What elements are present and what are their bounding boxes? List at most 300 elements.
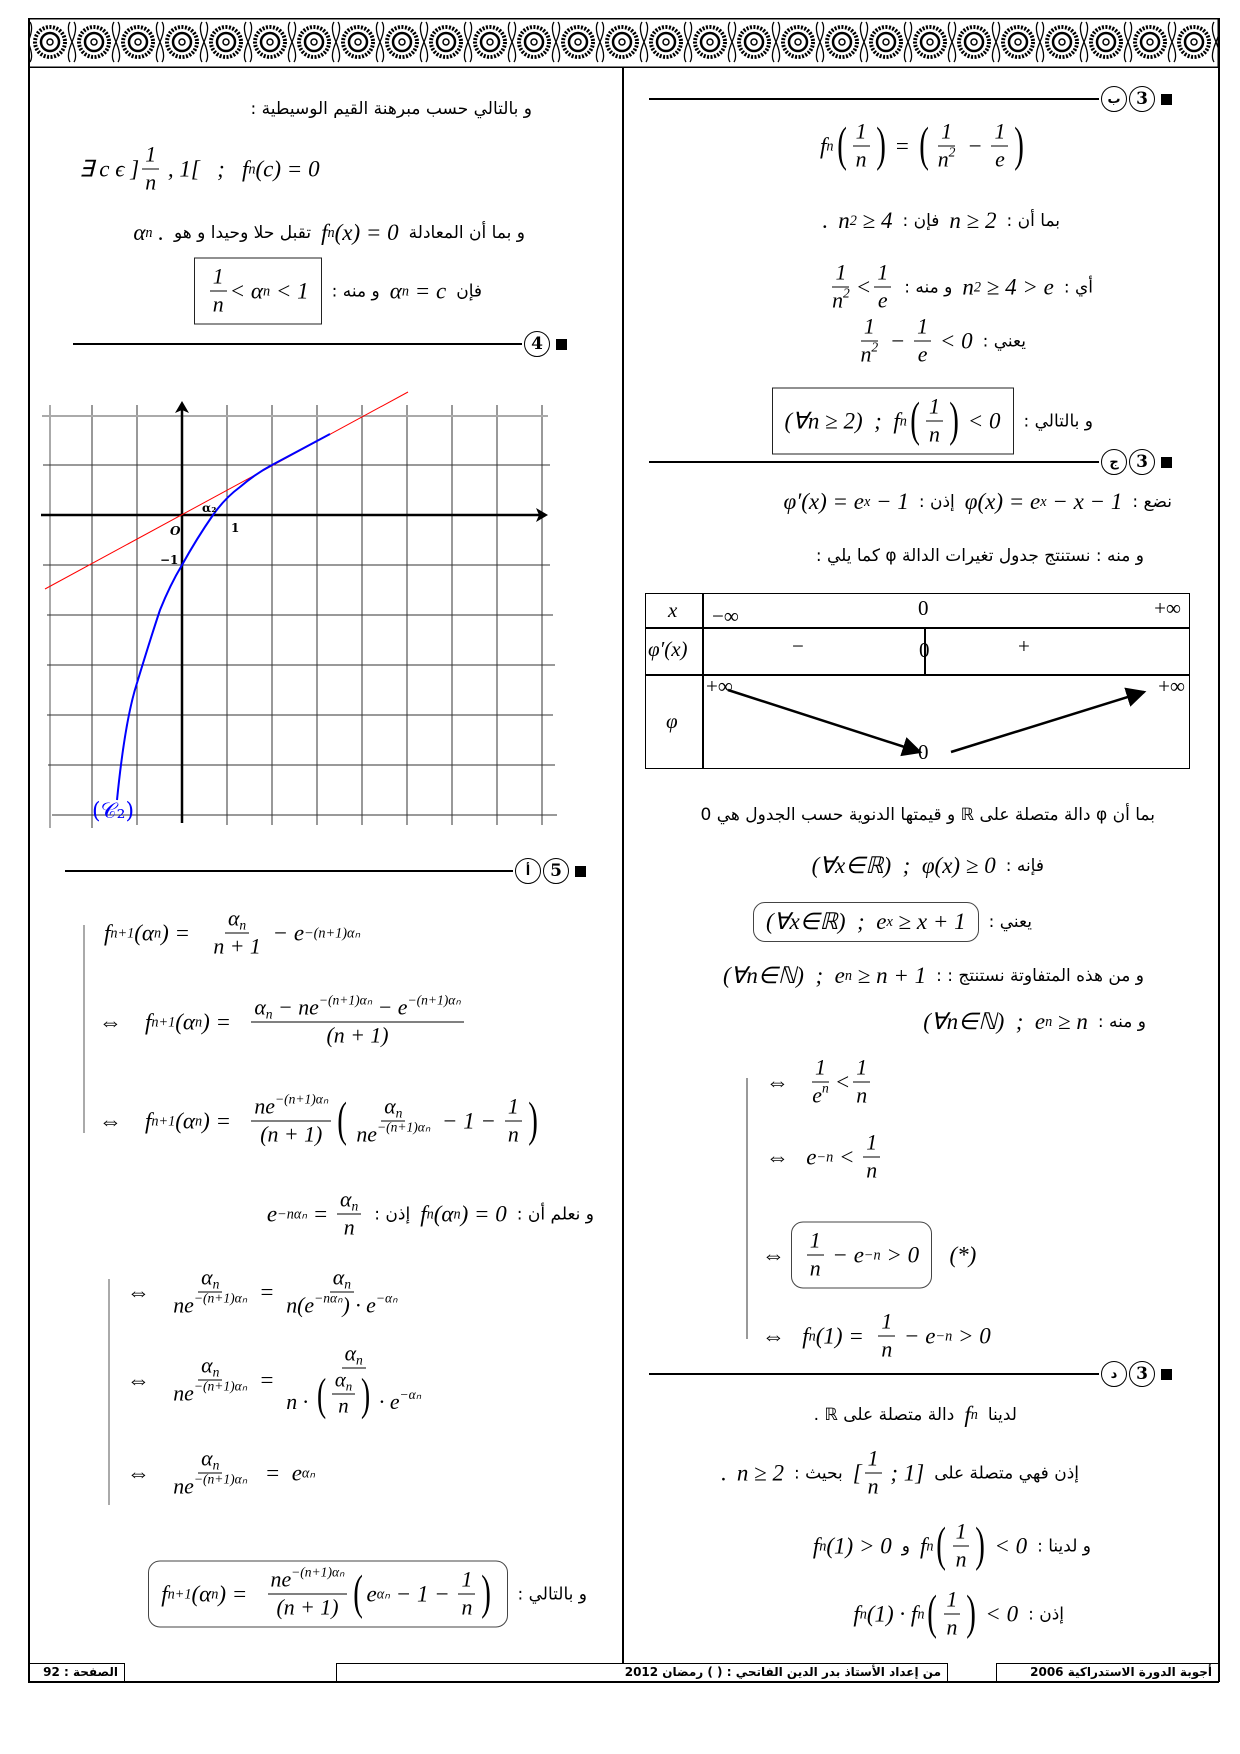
arabic-text: إذن : bbox=[1028, 1604, 1064, 1624]
superscript: 2 bbox=[871, 339, 879, 355]
arabic-text: و منه : bbox=[331, 281, 380, 301]
numerator bbox=[458, 1568, 475, 1595]
left-paren: ( bbox=[353, 1566, 364, 1620]
arabic-text: و بما أن المعادلة bbox=[408, 223, 525, 243]
superscript: −(n+1)αₙ bbox=[318, 992, 373, 1008]
math-text: ⇔ f bbox=[762, 1323, 809, 1348]
math-text: e bbox=[266, 1201, 278, 1226]
math-text: ne bbox=[270, 1567, 292, 1592]
bullet-square-icon bbox=[1161, 1369, 1172, 1380]
denominator bbox=[926, 422, 943, 448]
math-expression bbox=[127, 1266, 404, 1319]
equivalence-bracket bbox=[108, 1279, 110, 1505]
denominator bbox=[953, 1547, 970, 1573]
math-text: 1 bbox=[928, 394, 940, 419]
superscript: 2 bbox=[843, 285, 850, 301]
row-label-phi-prime: φ′(x) bbox=[648, 637, 688, 661]
math-text: > 0 bbox=[880, 1242, 920, 1267]
superscript: −(n+1)αₙ bbox=[193, 1378, 248, 1394]
bullet-square-icon bbox=[1161, 457, 1172, 468]
numerator bbox=[142, 143, 159, 170]
arabic-text: إذن : bbox=[918, 492, 955, 512]
equivalence-line bbox=[762, 1310, 991, 1363]
math-text: (c) = 0 bbox=[255, 156, 320, 181]
subscript: n bbox=[239, 917, 247, 933]
numerator bbox=[342, 1342, 366, 1369]
math-text: 1 bbox=[917, 314, 929, 339]
superscript: −(n+1)αₙ bbox=[376, 1119, 431, 1135]
superscript: 2 bbox=[948, 144, 956, 160]
fraction bbox=[914, 315, 931, 368]
fraction bbox=[935, 120, 959, 173]
fraction bbox=[332, 1370, 355, 1419]
math-expression: f n+1 (α n ) = $\frac{\alpha_n}{n + 1}$ − e −(n+1)αₙ bbox=[104, 906, 361, 959]
math-expression: f n (α n ) = 0 bbox=[420, 1201, 507, 1226]
bullet-square-icon bbox=[575, 866, 586, 877]
superscript: −(n+1)αₙ bbox=[193, 1290, 248, 1306]
arabic-text: فإن bbox=[456, 281, 482, 301]
math-text: − 1 − bbox=[436, 1108, 502, 1133]
math-text: n bbox=[866, 1158, 878, 1183]
fraction bbox=[505, 1095, 522, 1148]
numerator bbox=[865, 1447, 882, 1474]
denominator bbox=[944, 1615, 961, 1641]
equivalence-line bbox=[99, 1091, 541, 1148]
math-text: e bbox=[877, 288, 888, 313]
superscript: n bbox=[821, 1080, 829, 1096]
math-text: ⇔ e bbox=[766, 1144, 817, 1169]
math-text: ne bbox=[254, 1094, 275, 1119]
math-expression: α n . bbox=[133, 220, 165, 245]
numerator bbox=[914, 315, 931, 342]
section-heading-4 bbox=[73, 331, 567, 357]
math-text: n bbox=[946, 1615, 958, 1640]
numerator bbox=[225, 907, 249, 934]
numerator bbox=[944, 1588, 961, 1615]
math-text: ∃ c ϵ ] bbox=[79, 156, 140, 181]
math-text: (α bbox=[191, 1581, 212, 1606]
sign-plus: + bbox=[1018, 634, 1030, 658]
right-paren: ) bbox=[975, 1518, 986, 1572]
math-text: ) = 0 bbox=[460, 1201, 507, 1226]
denominator bbox=[935, 144, 959, 173]
math-expression: f n ( $\frac{1}{n}$ ) < 0 bbox=[919, 1518, 1028, 1572]
right-paren: ) bbox=[875, 118, 886, 172]
denominator bbox=[829, 285, 853, 314]
denominator bbox=[341, 1215, 358, 1241]
math-text: (α bbox=[175, 1108, 195, 1133]
equivalence-line bbox=[766, 1131, 883, 1184]
math-text: n bbox=[809, 1256, 821, 1281]
math-expression bbox=[949, 208, 996, 234]
denominator bbox=[353, 1119, 433, 1148]
left-paren: ( bbox=[936, 1518, 947, 1572]
math-text: α bbox=[344, 1341, 357, 1366]
math-text: ne bbox=[173, 1381, 194, 1406]
math-expression: f n (1) > 0 bbox=[812, 1533, 892, 1558]
arabic-text: دالة متصلة على ℝ . bbox=[813, 1405, 955, 1425]
math-text: ≥ x + 1 bbox=[892, 909, 966, 934]
denominator bbox=[257, 1122, 325, 1148]
rounded-box: $\frac{1}{n}$ − e −n > 0 bbox=[791, 1222, 932, 1289]
math-expression bbox=[854, 315, 972, 368]
fraction bbox=[926, 395, 943, 448]
math-text: (*) bbox=[932, 1242, 977, 1267]
math-expression: ⇔ $\frac{\alpha_n}{ne^{-(n+1)\alpha_n}}$ = e αₙ bbox=[127, 1446, 316, 1499]
math-expression: n 2 ≥ 4 > e bbox=[962, 274, 1054, 299]
denominator bbox=[273, 1595, 341, 1621]
arabic-text: فإنه : bbox=[1005, 856, 1044, 876]
text-line bbox=[783, 489, 1172, 515]
question-number: 3 bbox=[1129, 86, 1155, 112]
superscript: −(n+1)αₙ bbox=[407, 992, 461, 1008]
denominator bbox=[915, 342, 931, 368]
text-line bbox=[723, 963, 1144, 989]
math-expression: α n = c bbox=[389, 278, 447, 303]
math-expression bbox=[812, 853, 996, 879]
x-value: 0 bbox=[918, 596, 929, 620]
math-text: 1 bbox=[212, 264, 224, 289]
math-expression: f n (x) = 0 bbox=[321, 220, 399, 245]
math-text: − ne bbox=[272, 995, 319, 1020]
math-text: 1 bbox=[946, 1587, 958, 1612]
math-expression bbox=[127, 1342, 427, 1419]
arabic-text: إذن فهي متصلة على bbox=[934, 1463, 1079, 1483]
text-line bbox=[822, 208, 1060, 234]
subscript: n bbox=[212, 1276, 220, 1292]
math-expression: f n ( $\frac{1}{n}$ ) = ( $\frac{1}{n^2}$ − $\frac{1}{e}$ ) bbox=[820, 120, 1027, 173]
math-text: α bbox=[254, 995, 266, 1020]
superscript: −(n+1)αₙ bbox=[193, 1471, 248, 1487]
divider bbox=[649, 461, 1099, 463]
math-expression: φ′(x) = e x − 1 bbox=[783, 489, 909, 514]
math-text: ≥ 4 > e bbox=[980, 274, 1054, 299]
denominator bbox=[324, 1023, 392, 1049]
math-text: α bbox=[201, 1265, 213, 1290]
numerator bbox=[953, 1520, 970, 1547]
numerator bbox=[198, 1354, 222, 1381]
denominator bbox=[853, 147, 870, 173]
fraction bbox=[865, 1447, 882, 1500]
numerator bbox=[812, 1056, 829, 1083]
numerator bbox=[198, 1447, 222, 1474]
subscript: n bbox=[212, 1457, 220, 1473]
math-text: n ≥ 2 bbox=[736, 1460, 785, 1485]
math-text: ) = bbox=[218, 1581, 265, 1606]
arabic-text: و منه : نستنتج جدول تغيرات الدالة φ كما يلي : bbox=[815, 546, 1144, 566]
subscript: n bbox=[351, 1198, 359, 1214]
question-letter: د bbox=[1101, 1361, 1127, 1387]
fraction bbox=[337, 1188, 361, 1241]
math-text: (1) · f bbox=[866, 1601, 918, 1626]
fraction bbox=[857, 315, 881, 368]
column-divider bbox=[622, 68, 624, 1663]
math-text: (∀x∈ℝ) ; φ(x) ≥ 0 bbox=[811, 853, 996, 878]
fraction bbox=[251, 1091, 331, 1148]
math-text: − x − 1 bbox=[1046, 489, 1123, 514]
numerator bbox=[853, 1056, 870, 1083]
math-text: ≥ n + 1 bbox=[851, 963, 927, 988]
y-tick-label: −1 bbox=[160, 553, 179, 567]
grid bbox=[42, 405, 557, 828]
arabic-text: و منه : bbox=[904, 277, 953, 297]
boxed-result bbox=[772, 388, 1094, 455]
fraction bbox=[944, 1588, 961, 1641]
denominator bbox=[283, 1369, 424, 1419]
question-letter: ب bbox=[1101, 86, 1127, 112]
math-text: ) · e bbox=[342, 1293, 376, 1318]
math-text: 1 bbox=[955, 1519, 967, 1544]
curve-label: (𝒞₂) bbox=[92, 799, 135, 824]
fraction bbox=[268, 1564, 348, 1621]
equivalence-line bbox=[127, 1342, 427, 1419]
numerator bbox=[210, 265, 227, 292]
math-text: f bbox=[853, 1601, 860, 1626]
fraction bbox=[458, 1568, 475, 1621]
math-text: (1) > 0 bbox=[826, 1533, 892, 1558]
arabic-text: بحيث : bbox=[794, 1463, 843, 1483]
fraction bbox=[953, 1520, 970, 1573]
math-expression: f n (1) · f n ( $\frac{1}{n}$ ) < 0 bbox=[853, 1586, 1019, 1640]
arabic-text: و بالتالي : bbox=[1023, 411, 1093, 431]
section-heading-3j bbox=[649, 449, 1172, 475]
denominator bbox=[857, 339, 881, 368]
math-text: 1 bbox=[855, 119, 867, 144]
math-text: < bbox=[834, 1069, 851, 1094]
fraction bbox=[283, 1342, 424, 1419]
math-text: (α bbox=[175, 1009, 195, 1034]
fraction bbox=[210, 265, 227, 318]
variation-arrows bbox=[646, 594, 1191, 770]
math-text: = c bbox=[408, 278, 447, 303]
denominator bbox=[878, 1337, 895, 1363]
equivalence-bracket bbox=[746, 1078, 748, 1339]
math-text: e bbox=[917, 342, 928, 367]
right-paren: ) bbox=[481, 1566, 492, 1620]
denominator bbox=[170, 1471, 250, 1500]
math-text: n bbox=[212, 292, 224, 317]
math-text: f bbox=[420, 1201, 427, 1226]
math-expression: n 2 ≥ 4 bbox=[838, 208, 893, 233]
subscript: n bbox=[212, 1364, 220, 1380]
math-text: 1 bbox=[809, 1228, 821, 1253]
fraction bbox=[809, 1056, 831, 1109]
math-text: (∀x∈ℝ) ; e bbox=[766, 909, 887, 934]
math-text: α bbox=[201, 1446, 213, 1471]
math-text: (∀n ≥ 2) ; f bbox=[784, 408, 900, 433]
equivalence-bracket bbox=[83, 925, 85, 1133]
fraction bbox=[142, 143, 159, 196]
numerator bbox=[337, 1188, 361, 1215]
boxed-result bbox=[753, 902, 1032, 942]
math-text: > 0 bbox=[952, 1323, 991, 1348]
numerator bbox=[878, 1310, 895, 1337]
right-paren: ) bbox=[1014, 118, 1025, 172]
sign-zero: 0 bbox=[919, 638, 930, 662]
math-text: ⇔ bbox=[127, 1367, 168, 1392]
numerator bbox=[268, 1564, 348, 1595]
math-expression bbox=[762, 1222, 976, 1289]
arabic-text: إذن : bbox=[374, 1204, 411, 1224]
left-paren: ( bbox=[918, 118, 929, 172]
parenthesized bbox=[314, 1370, 374, 1419]
boxed-formula: $\frac{1}{n}$ < α n < 1 bbox=[194, 258, 322, 325]
numerator bbox=[874, 261, 891, 288]
math-text: · e bbox=[373, 1390, 400, 1415]
arabic-text: يعني : bbox=[988, 912, 1032, 932]
math-text: ≥ n bbox=[1052, 1009, 1088, 1034]
math-text: < 0 bbox=[979, 1601, 1019, 1626]
subscript: n bbox=[265, 1006, 273, 1022]
denominator bbox=[458, 1595, 475, 1621]
superscript: −(n+1)αₙ bbox=[291, 1564, 345, 1580]
math-text: n + 1 bbox=[213, 934, 261, 959]
math-text: 1 bbox=[507, 1094, 519, 1119]
math-expression: (∀n∈ℕ) ; e n ≥ n bbox=[923, 1009, 1088, 1034]
arabic-text: أي : bbox=[1063, 277, 1093, 297]
arabic-text: و بالتالي حسب مبرهنة القيم الوسيطية : bbox=[250, 99, 532, 119]
math-text: e bbox=[812, 1083, 822, 1108]
math-text: n bbox=[962, 274, 974, 299]
arabic-text: بما أن φ دالة متصلة على ℝ و قيمتها الدنوية حسب الجدول هي 0 bbox=[700, 805, 1155, 825]
math-text: ) = bbox=[161, 920, 208, 945]
question-letter: ج bbox=[1101, 449, 1127, 475]
arabic-text: و منه : bbox=[1097, 1012, 1146, 1032]
question-number: 4 bbox=[524, 331, 550, 357]
math-text: < 0 bbox=[934, 328, 973, 353]
phi-value: 0 bbox=[918, 740, 929, 764]
row-label-x: x bbox=[668, 598, 678, 622]
math-text: − e bbox=[898, 1323, 936, 1348]
numerator bbox=[807, 1229, 824, 1256]
equivalence-line bbox=[762, 1222, 976, 1289]
boxed-result bbox=[194, 258, 482, 325]
arabic-text: بما أن : bbox=[1006, 211, 1060, 231]
numerator bbox=[251, 992, 464, 1023]
equivalence-line bbox=[127, 1266, 404, 1319]
arabic-text: لدينا bbox=[987, 1405, 1017, 1425]
fraction bbox=[170, 1447, 250, 1500]
question-number: 5 bbox=[543, 858, 569, 884]
variation-table bbox=[645, 593, 1190, 769]
math-text: α bbox=[332, 1265, 345, 1290]
text-line bbox=[853, 1588, 1064, 1641]
math-text: 1 bbox=[877, 260, 889, 285]
parenthesized bbox=[907, 395, 962, 448]
math-text: 1 bbox=[835, 260, 847, 285]
superscript: −αₙ bbox=[375, 1290, 398, 1306]
math-text: − bbox=[884, 328, 912, 353]
math-text: ⇔ f bbox=[99, 1009, 152, 1034]
question-number: 3 bbox=[1129, 1361, 1155, 1387]
decreasing-arrow bbox=[728, 690, 920, 752]
math-text: f bbox=[812, 1533, 820, 1558]
math-expression: (∀n∈ℕ) ; e n ≥ n + 1 bbox=[722, 963, 927, 988]
math-text: (x) = 0 bbox=[334, 220, 399, 245]
subscript: n bbox=[395, 1105, 403, 1121]
right-paren: ) bbox=[361, 1368, 371, 1420]
left-paren: ( bbox=[836, 118, 847, 172]
page-border-right bbox=[1218, 18, 1220, 1682]
math-text: < bbox=[833, 1144, 861, 1169]
math-text: n ≥ 2 bbox=[949, 208, 997, 233]
subscript: n bbox=[344, 1276, 351, 1292]
denominator bbox=[505, 1122, 522, 1148]
left-paren: ( bbox=[910, 393, 920, 447]
divider bbox=[649, 98, 1099, 100]
math-text: . bbox=[721, 1460, 727, 1485]
math-text: , 1[ ; f bbox=[162, 156, 249, 181]
text-line bbox=[813, 1520, 1091, 1573]
math-text: n bbox=[881, 1337, 893, 1362]
denominator bbox=[170, 1378, 250, 1407]
boxed-formula: (∀n ≥ 2) ; f n ( $\frac{1}{n}$ ) < 0 bbox=[772, 388, 1014, 455]
math-text: f bbox=[919, 1533, 927, 1558]
fraction bbox=[874, 261, 891, 314]
math-text: (∀n∈ℕ) ; e bbox=[923, 1009, 1046, 1034]
x-value: +∞ bbox=[1154, 596, 1181, 620]
left-paren: ( bbox=[337, 1093, 348, 1147]
arabic-text: و لدينا : bbox=[1037, 1536, 1091, 1556]
math-text: α bbox=[340, 1187, 352, 1212]
parenthesized bbox=[834, 120, 889, 173]
text-line bbox=[701, 805, 1155, 825]
subscript: n bbox=[345, 1379, 353, 1394]
rounded-boxed-formula: (∀x∈ℝ) ; e x ≥ x + 1 bbox=[753, 902, 979, 942]
math-text: = bbox=[888, 133, 916, 158]
math-text: (n + 1) bbox=[276, 1595, 339, 1620]
math-text: (α bbox=[134, 920, 154, 945]
math-text: ⇔ bbox=[762, 1242, 791, 1267]
math-text: (α bbox=[433, 1201, 454, 1226]
math-text: 1 bbox=[856, 1055, 868, 1080]
divider bbox=[73, 343, 522, 345]
footer-title: أجوبة الدورة الاستدراكية 2006 bbox=[996, 1663, 1219, 1682]
math-expression bbox=[737, 1460, 784, 1486]
math-text: = bbox=[253, 1367, 281, 1392]
math-text: − e bbox=[266, 920, 305, 945]
parenthesized bbox=[334, 1095, 541, 1148]
math-text: ) = bbox=[202, 1108, 249, 1133]
right-paren: ) bbox=[527, 1093, 538, 1147]
function-graph bbox=[40, 390, 560, 840]
math-text: < bbox=[855, 274, 872, 299]
curve-c2 bbox=[117, 434, 330, 800]
math-text: ne bbox=[173, 1293, 194, 1318]
denominator bbox=[283, 1290, 400, 1319]
math-text: n bbox=[937, 147, 949, 172]
fraction bbox=[853, 1056, 870, 1109]
math-text: n bbox=[338, 1395, 349, 1418]
denominator bbox=[865, 1474, 882, 1500]
math-text: ⇔ bbox=[127, 1279, 168, 1304]
numerator bbox=[381, 1095, 405, 1122]
text-line bbox=[826, 261, 1093, 314]
math-text: f bbox=[820, 133, 827, 158]
left-paren: ( bbox=[927, 1586, 938, 1640]
math-text: n(e bbox=[286, 1293, 315, 1318]
bullet-square-icon bbox=[1161, 94, 1172, 105]
math-text: 1 bbox=[863, 314, 875, 339]
math-text: 1 bbox=[881, 1309, 893, 1334]
equivalence-line bbox=[766, 1056, 873, 1109]
fraction bbox=[807, 1229, 824, 1282]
parenthesized bbox=[933, 1520, 988, 1573]
row-label-phi: φ bbox=[666, 709, 678, 733]
footer-author: من إعداد الأستاذ بدر الدين الفاتحي : ( ) رمضان 2012 bbox=[336, 1663, 948, 1682]
arabic-text: و نعلم أن : bbox=[516, 1204, 594, 1224]
equivalence-line bbox=[127, 1447, 315, 1500]
